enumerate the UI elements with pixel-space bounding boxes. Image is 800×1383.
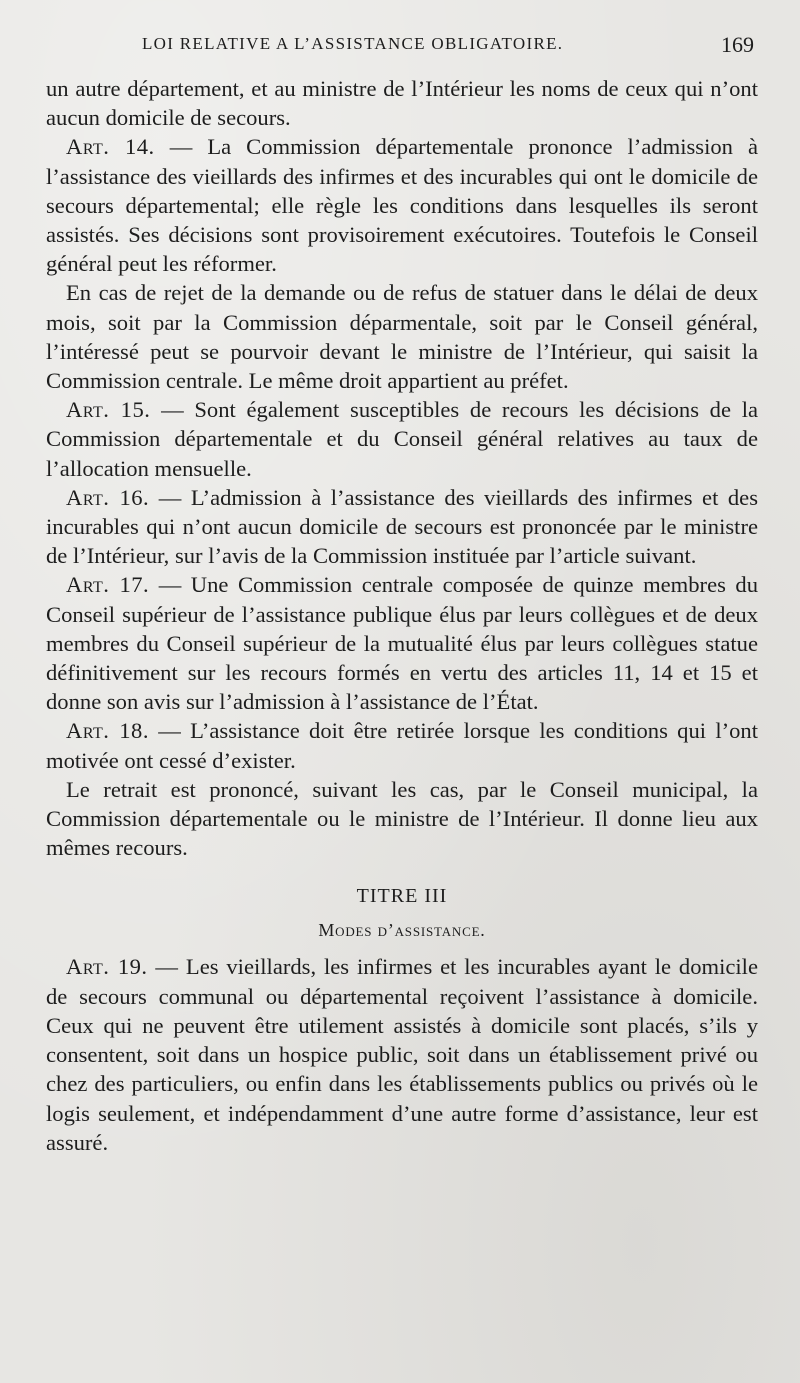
paragraph-rejet: En cas de rejet de la demande ou de refus de statuer dans le délai de deux mois, soit par la Commission déparmentale, soit par le Conseil général, l’intéressé peut se pourvoir devant le ministre de l’Intérieur, qui saisit la Commission centrale. Le même droit appartient au préfet.: [46, 280, 758, 394]
article-15: [46, 395, 758, 483]
article-label: Art. 16.: [66, 484, 150, 510]
paragraph-retrait: Le retrait est prononcé, suivant les cas, par le Conseil municipal, la Commission départementale ou le ministre de l’Intérieur. Il donne lieu aux mêmes recours.: [46, 776, 758, 861]
running-head: [46, 34, 758, 64]
book-page: [46, 34, 758, 1157]
article-text: — Les vieillards, les infirmes et les incurables ayant le domicile de secours communal ou départemental reçoivent l’assistance à domicile. Ceux qui ne peuvent être utilement assistés à domicile sont placés, s’ils y consentent, soit dans un hospice public, soit dans un établissement privé ou chez des particuliers, ou enfin dans les établissements publics ou privés où le logis seulement, et indépendamment d’une autre forme d’assistance, leur est assuré.: [46, 954, 758, 1155]
body-text: [46, 74, 758, 1157]
article-text: — Une Commission centrale composée de quinze membres du Conseil supérieur de l’assistance publique élus par leurs collègues et de deux membres du Conseil supérieur de la mutualité élus par leurs collègues statue définitivement sur les recours formés en vertu des articles 11, 14 et 15 et donne son avis sur l’admission à l’assistance de l’État.: [46, 572, 758, 715]
article-text: — La Commission départementale prononce l’admission à l’assistance des vieillards des infirmes et des incurables qui ont le domicile de secours départemental; elle règle les conditions dans lesquelles ils seront assistés. Ses décisions sont provisoirement exécutoires. Toutefois le Conseil général peut les réformer.: [46, 134, 759, 277]
section-heading: TITRE III: [356, 885, 448, 908]
section-title-block: [46, 882, 758, 944]
paragraph-continuation: un autre département, et au ministre de l’Intérieur les noms de ceux qui n’ont aucun domicile de secours.: [46, 76, 758, 131]
article-18: [46, 716, 758, 774]
running-title: LOI RELATIVE A L’ASSISTANCE OBLIGATOIRE.: [142, 34, 564, 53]
article-14: [46, 132, 758, 278]
section-subheading: Modes d’assistance.: [318, 920, 486, 941]
article-17: [46, 570, 758, 716]
article-text: — L’admission à l’assistance des vieillards des infirmes et des incurables qui n’ont aucun domicile de secours est prononcée par le ministre de l’Intérieur, sur l’avis de la Commission instituée par l’article suivant.: [46, 484, 758, 569]
article-16: [46, 483, 758, 571]
article-text: — L’assistance doit être retirée lorsque les conditions qui l’ont motivée ont cessé d’exister.: [46, 718, 759, 773]
article-label: Art. 15.: [66, 397, 151, 423]
page-number: 169: [721, 32, 754, 57]
article-19: [46, 952, 758, 1156]
article-label: Art. 17.: [66, 572, 150, 598]
article-text: — Sont également susceptibles de recours les décisions de la Commission départementale et du Conseil général relatives au taux de l’allocation mensuelle.: [46, 397, 758, 481]
article-label: Art. 14.: [66, 134, 155, 160]
article-label: Art. 19.: [66, 954, 148, 980]
article-label: Art. 18.: [66, 718, 149, 744]
